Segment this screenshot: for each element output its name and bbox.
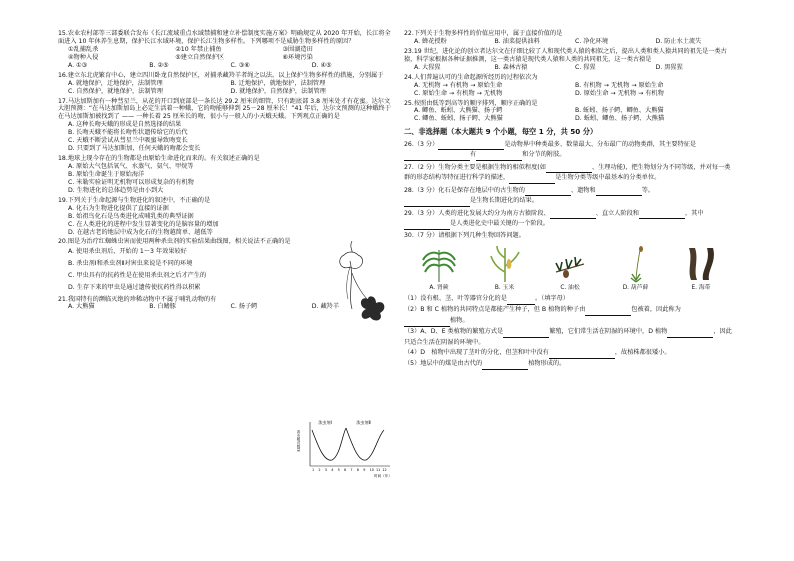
question-text: 、直立人阶段和 <box>595 209 639 217</box>
statement: ⑥环境污染 <box>282 53 313 61</box>
question-text: 、遗物和 <box>570 186 596 194</box>
question-stem: 19.下列关于生命起源与生物进化的叙述中，不正确的是 <box>58 196 211 204</box>
sub-question-1 <box>404 294 736 305</box>
choice-a[interactable]: A. 这种长吻天蛾的形成是自然选择的结果 <box>68 121 182 129</box>
statement: ④物种入侵 <box>68 53 99 61</box>
choice-a[interactable]: A. 无机物 → 有机物 → 原始生命 <box>414 81 503 89</box>
plant-label: D. 葫芦藓 <box>622 284 649 291</box>
pesticide-2-label: 杀虫剂Ⅱ <box>356 420 371 425</box>
choice-c[interactable]: C. 净化环境 <box>575 37 609 45</box>
question-text: （3）A、D、E 类植物的繁殖方式是 <box>404 327 504 335</box>
question-15 <box>58 30 393 70</box>
x-tick-label: 4 <box>331 468 334 472</box>
choice-b[interactable]: B. 迁地保护，就地保护，法制管理 <box>230 79 326 87</box>
question-25 <box>404 100 736 124</box>
choice-list <box>404 107 736 123</box>
pesticide-graph <box>296 416 393 478</box>
sub-question-3 <box>404 327 736 349</box>
choice-b[interactable]: B. 杀虫剂Ⅰ和杀虫剂Ⅱ对害虫来说是不同的环境 <box>68 260 193 268</box>
choice-b[interactable]: B. 始祖鸟化石是鸟类进化成哺乳类的典型证据 <box>68 212 194 220</box>
choice-b[interactable]: B. 长吻天蛾不能将长吻性状遗传给它的后代 <box>68 129 188 137</box>
answer-blank[interactable] <box>546 166 592 173</box>
question-text: 。（填字母） <box>534 295 569 303</box>
plant-label: E. 海带 <box>691 284 711 291</box>
choice-list <box>58 246 238 293</box>
choice-a[interactable]: A. 大熊猫 <box>68 303 95 311</box>
choice-c[interactable]: C. 天蛾不断尝试从彗星兰中吸蜜导致吻变长 <box>68 137 188 145</box>
question-stem: 15.农业农村部等三部委联合发布《长江流域重点水域禁捕和建立补偿制度实施方案》明确规定从 2020 年开始，长江将全面进入 10 年休养生息期，保护长江水域环境，保护长江生物多样性。下列哪项不是威胁生物多样性的原因？ <box>58 30 391 45</box>
plant-corn <box>476 244 534 292</box>
question-text: 是生物分类等级中最基本的分类单位。 <box>555 174 661 182</box>
choice-d[interactable]: D. 生物进化的总体趋势是由小到大 <box>68 186 164 194</box>
question-text: 28.（3 分）化石是保存在地层中的古生物的 <box>404 186 525 194</box>
kelp-icon <box>681 244 721 284</box>
statement-list <box>58 46 393 54</box>
choice-c[interactable]: C. 甲虫具有的抗药性是在使用杀虫剂之后才产生的 <box>68 271 207 279</box>
choice-b[interactable]: B. 森林古猿 <box>494 63 528 71</box>
answer-blank[interactable] <box>509 177 555 184</box>
choice-a[interactable]: A. 蜂花授粉 <box>414 37 447 45</box>
answer-blank[interactable] <box>549 352 615 359</box>
question-text: ，故植株都很矮小。 <box>614 349 671 357</box>
fern-icon <box>419 244 459 284</box>
sub-questions <box>404 294 736 370</box>
x-tick-label: 9 <box>363 468 366 472</box>
question-24 <box>404 74 736 98</box>
answer-blank[interactable] <box>404 200 470 207</box>
corn-icon <box>485 244 525 284</box>
choice-b[interactable]: B. 原始生命诞生于原始海洋 <box>68 170 145 178</box>
question-18 <box>58 155 393 195</box>
choice-c[interactable]: C. 米勒实验证明无机物可以形成复杂的有机物 <box>68 178 194 186</box>
question-text: 是人类进化史中最关键的一个阶段。 <box>450 220 549 228</box>
question-text: 27.（2 分）生物分类主要是根据生物的相似程度(如 <box>404 163 546 171</box>
choice-a[interactable]: A. 化石为生物进化提供了直接的证据 <box>68 204 169 212</box>
question-28 <box>404 186 736 207</box>
plant-fern <box>410 244 468 292</box>
plant-label: B. 玉米 <box>494 284 515 291</box>
answer-blank[interactable] <box>404 320 450 327</box>
plant-kelp <box>672 244 730 292</box>
answer-blank[interactable] <box>525 189 571 196</box>
question-stem: 30.（7 分）请根据下列几种生物回答问题。 <box>404 231 525 239</box>
answer-blank[interactable] <box>404 154 470 161</box>
choice-a[interactable]: A. 大猩猩 <box>414 63 441 71</box>
x-tick-labels <box>312 468 387 472</box>
answer-blank[interactable] <box>404 223 450 230</box>
plant-label: A. 肾蕨 <box>429 284 449 291</box>
x-tick-label: 1 <box>312 468 315 472</box>
question-text: 有 <box>470 151 477 159</box>
question-text: （4）D 植物中出现了茎叶的分化，但茎和叶中没有 <box>404 349 549 357</box>
choice-b[interactable]: B. 白鳍豚 <box>149 303 176 311</box>
x-tick-label: 12 <box>382 468 387 472</box>
question-stem: 24.人们普遍认可的生命起源所经历的过程依次为 <box>404 73 538 81</box>
answer-blank[interactable] <box>639 212 685 219</box>
question-27 <box>404 163 736 184</box>
question-stem: 16.建立东北虎繁育中心，建立四川卧龙自然保护区，对捕杀藏羚羊者绳之以法。以上保护生物多样性的措施，分别属于 <box>58 71 384 79</box>
statement-list <box>58 54 393 62</box>
question-text: （1）没有根、茎、叶等器官分化的是 <box>404 295 507 303</box>
answer-blank[interactable] <box>503 331 549 338</box>
choice-c[interactable]: C. 原始生命 → 有机物 → 无机物 <box>414 89 503 97</box>
question-text: 29.（3 分）人类的进化发展大约分为南方古猿阶段、 <box>404 209 550 217</box>
choice-a[interactable]: A. 使用杀虫剂后，开始的 1～3 年效果较好 <box>68 248 187 256</box>
question-text: （2）B 和 C 植物的共同特点是都能产生种子，但 B 植物的种子由 <box>404 305 586 313</box>
curve-pesticide-2 <box>346 428 384 460</box>
sub-question-2 <box>404 305 736 327</box>
choice-c[interactable]: C. 猩猩 <box>575 63 596 71</box>
y-axis-label: 害虫相对数量 <box>297 430 301 452</box>
question-30 <box>404 232 736 370</box>
x-tick-label: 10 <box>369 468 374 472</box>
question-stem: 25.按照由低等到高等的顺序排列，顺序正确的是 <box>404 99 538 107</box>
choice-c[interactable]: C. 自然保护，就地保护，法制管理 <box>68 87 163 95</box>
right-column <box>404 30 736 372</box>
choice-list <box>404 64 736 72</box>
choice-b[interactable]: B. 油菜提供油料 <box>494 37 540 45</box>
plant-pine <box>541 244 599 292</box>
question-text: ，因此只适合生活在阴湿的环境中。 <box>404 327 732 346</box>
pine-icon <box>550 244 590 284</box>
question-29 <box>404 209 736 230</box>
choice-c[interactable]: C. 在人类进化的进程中发生显著变化的是脑容量的增加 <box>68 220 219 228</box>
question-text: 包被着，因此称为 <box>631 305 681 313</box>
choice-list <box>404 82 736 98</box>
x-tick-label: 3 <box>324 468 327 472</box>
answer-blank[interactable] <box>476 154 522 161</box>
choice-a[interactable]: A. 鲫鱼、蚯蚓、大熊猫、扬子鳄 <box>414 107 503 115</box>
question-text: ，其中 <box>685 209 704 217</box>
choice-d[interactable]: D. 生存下来的甲虫是通过遗传使抗药性得以积累 <box>68 283 201 291</box>
choice-list <box>58 80 393 96</box>
choice-d[interactable]: D. 只要到了马达加斯加，任何天蛾的吻都会变长 <box>68 145 201 153</box>
x-tick-label: 8 <box>356 468 359 472</box>
question-22 <box>404 30 736 46</box>
question-19 <box>58 197 393 237</box>
x-tick-label: 7 <box>350 468 353 472</box>
choice-d[interactable]: D. ④⑤ <box>311 61 332 69</box>
question-stem: 23.19 世纪，进化论的创立者达尔文在仔细比较了人和现代类人猿的相似之后，提出人类和类人猿共同的祖先是一类古猿，科学家根据各种证据推测，这一类古猿是现代类人猿和人类的共同祖先，这一类古猿是 <box>404 47 727 63</box>
x-axis-label: 时间（年） <box>374 474 392 478</box>
choice-a[interactable]: A. 就地保护，迁地保护，法制管理 <box>68 79 163 87</box>
choice-d[interactable]: D. 在越古老的地层中成为化石的生物越简单、越低等 <box>68 228 213 236</box>
question-text: 植物。 <box>450 316 469 324</box>
x-tick-label: 5 <box>337 468 340 472</box>
plant-figures <box>404 242 736 292</box>
choice-a[interactable]: A. ①③ <box>68 61 88 69</box>
choice-b[interactable]: B. 有机物 → 无机物 → 原始生命 <box>575 81 664 89</box>
curve-pesticide-1 <box>312 428 346 460</box>
x-tick-label: 2 <box>318 468 321 472</box>
question-17 <box>58 98 393 154</box>
choice-d[interactable]: D. 蚯蚓、鲫鱼、扬子鳄、大熊猫 <box>575 115 665 123</box>
choice-c[interactable]: C. 鲫鱼、蚯蚓、扬子鳄、大熊猫 <box>414 115 503 123</box>
statement: ③围湖造田 <box>282 45 313 53</box>
answer-blank[interactable] <box>667 331 713 338</box>
sub-question-5 <box>404 359 736 370</box>
statement: ②10 年禁止捕鱼 <box>175 45 222 53</box>
choice-b[interactable]: B. 蚯蚓、扬子鳄、鲫鱼、大熊猫 <box>575 107 664 115</box>
answer-blank[interactable] <box>438 143 504 150</box>
pesticide-1-label: 杀虫剂Ⅰ <box>318 420 332 425</box>
answer-blank[interactable] <box>585 309 631 316</box>
answer-blank[interactable] <box>507 298 535 305</box>
sub-question-4 <box>404 348 736 359</box>
x-tick-label: 11 <box>376 468 381 472</box>
question-text: 、生理功能)，把生物划分为不同等级，并对每一类群的形态结构等特征进行科学的描述， <box>404 163 731 182</box>
choice-d[interactable]: D. 就地保护，自然保护，法制管理 <box>230 87 326 95</box>
question-text: 等。 <box>641 186 655 194</box>
choice-list <box>58 62 393 70</box>
question-text: 繁殖，它们常生活在阴湿的环境中，D 植物 <box>549 327 668 335</box>
choice-c[interactable]: C. 扬子鳄 <box>230 303 258 311</box>
choice-d[interactable]: D. 藏羚羊 <box>311 303 340 311</box>
choice-d[interactable]: D. 黑猩猩 <box>655 63 683 71</box>
question-text: 和分节的附肢。 <box>522 151 566 159</box>
choice-d[interactable]: D. 防止水土流失 <box>655 37 702 45</box>
statement: ⑤建立自然保护区 <box>175 53 225 61</box>
statement: ①乱捕乱杀 <box>68 45 99 53</box>
question-text: 是动物界中种类最多、数量最大、分布最广的动物类群，其主要特征是 <box>504 140 697 148</box>
choice-b[interactable]: B. ②⑤ <box>149 61 169 69</box>
question-23 <box>404 48 736 72</box>
question-stem: 22.下列关于生物多样性的价值应用中，属于直接价值的是 <box>404 30 563 37</box>
plant-label: C. 油松 <box>560 284 580 291</box>
question-26 <box>404 140 736 161</box>
question-text: 是生物长期进化的结果。 <box>470 197 539 205</box>
question-stem: 21.我国特有的濒临灭绝的珍稀动物中不属于哺乳动物的有 <box>58 295 217 303</box>
answer-blank[interactable] <box>596 189 642 196</box>
question-text: （5）地层中的煤是由古代的 <box>404 360 483 368</box>
choice-c[interactable]: C. ③⑥ <box>230 61 250 69</box>
question-16 <box>58 72 393 96</box>
choice-list <box>404 38 736 46</box>
question-text: 26.（3 分） <box>404 140 439 148</box>
question-text: 植物形成的。 <box>528 360 566 368</box>
section-heading: 二、非选择题（本大题共 9 个小题，每空 1 分，共 50 分） <box>404 127 598 137</box>
plant-moss <box>607 244 665 292</box>
answer-blank[interactable] <box>482 363 528 370</box>
choice-list <box>58 121 268 153</box>
x-tick-label: 6 <box>344 468 347 472</box>
choice-d[interactable]: D. 原始生命 → 无机物 → 有机物 <box>575 89 664 97</box>
moss-icon <box>616 244 656 284</box>
left-column <box>58 30 393 478</box>
answer-blank[interactable] <box>550 212 596 219</box>
choice-a[interactable]: A. 原始大气包括氧气、水蒸气、氨气、甲烷等 <box>68 163 194 170</box>
question-stem: 17.马达加斯加有一种彗星兰，从花的开口到底部是一条长达 29.2 厘米的细管，只有距底部 3.8 厘米处才有花蜜。达尔文大胆预测：“在马达加斯加岛上必定生活着一种蛾，它的吻能够伸到 25－28 厘米长！”41 年后，达尔文预测的这种蛾终于在马达加斯加被找到了 —— 一种长着 25 厘米长的吻，很小与一般人的小天蛾天蛾。下列观点正确的是 <box>58 97 391 121</box>
comet-orchid-moth-illustration <box>330 237 390 332</box>
question-stem: 20.图是为治疗红蜘蛛虫害而使用两种杀虫剂的实验结果曲线图，相关说法不正确的是 <box>58 238 291 246</box>
question-stem: 18.地球上现今存在的生物都是由原始生命进化而来的。有关叙述正确的是 <box>58 155 260 163</box>
